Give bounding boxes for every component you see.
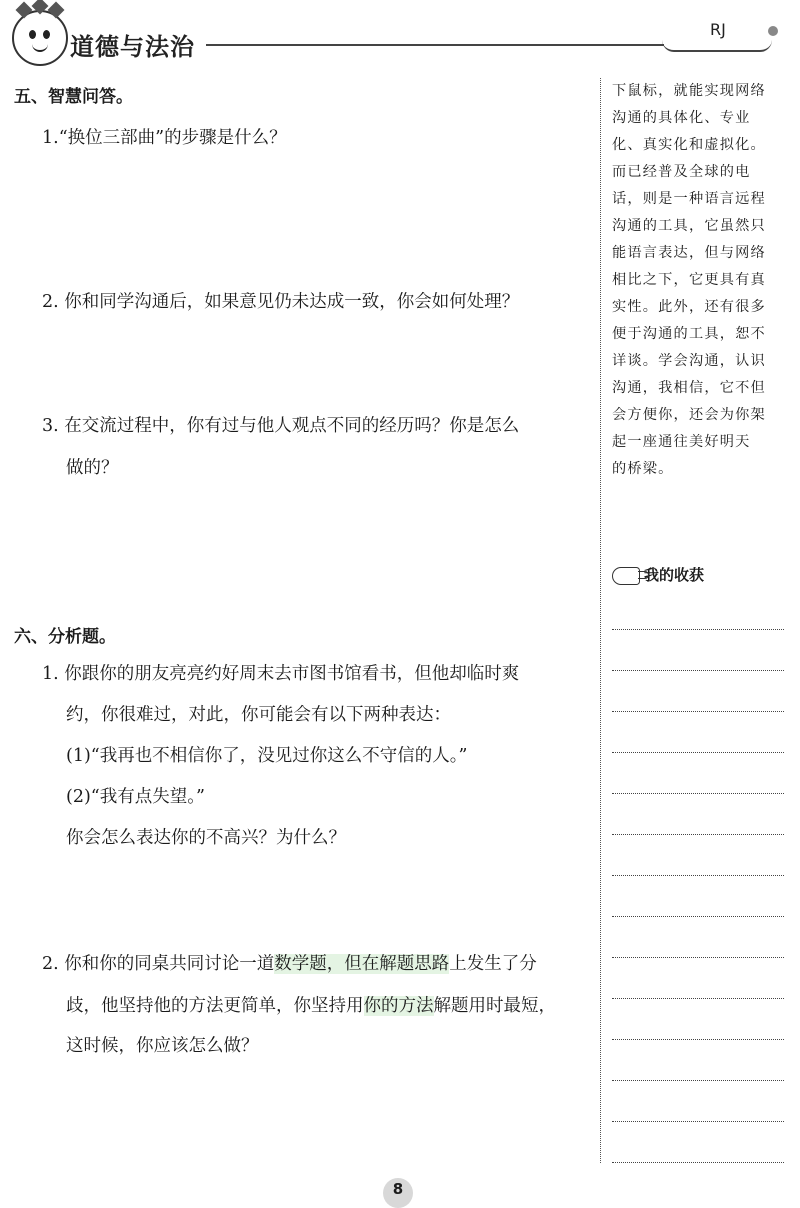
sidebar-line: 实性。此外，还有很多 (612, 299, 766, 315)
sidebar-line: 起一座通往美好明天 (612, 434, 751, 450)
writing-line[interactable] (612, 875, 784, 876)
my-gain-label: 我的收获 (644, 566, 705, 584)
section6-question-1-ask: 你会怎么表达你的不高兴？为什么？ (66, 828, 346, 848)
sidebar-line: 沟通的工具，它虽然只 (612, 218, 766, 234)
writing-line[interactable] (612, 711, 784, 712)
writing-line[interactable] (612, 1080, 784, 1081)
writing-line[interactable] (612, 793, 784, 794)
section5-question-1: 1.“换位三部曲”的步骤是什么？ (42, 128, 287, 148)
writing-line[interactable] (612, 1162, 784, 1163)
writing-line[interactable] (612, 1121, 784, 1122)
page-number: 8 (383, 1178, 413, 1208)
section6-question-2-line2: 歧，他坚持他的方法更简单，你坚持用你的方法解题用时最短， (66, 996, 556, 1016)
section6-title: 六、分析题。 (14, 627, 116, 647)
page-header (0, 0, 800, 70)
sidebar-line: 会方便你，还会为你架 (612, 407, 766, 423)
writing-line[interactable] (612, 670, 784, 671)
edition-code: RJ (710, 20, 726, 39)
mascot-logo-icon (12, 10, 68, 66)
section5-title: 五、智慧问答。 (14, 87, 133, 107)
writing-line[interactable] (612, 1039, 784, 1040)
header-wave (662, 40, 772, 52)
sidebar-line: 相比之下，它更具有真 (612, 272, 766, 288)
writing-line[interactable] (612, 629, 784, 630)
highlight: 数学题，但在解题思路 (274, 954, 450, 974)
writing-line[interactable] (612, 957, 784, 958)
sidebar-line: 化、真实化和虚拟化。 (612, 137, 766, 153)
writing-line[interactable] (612, 916, 784, 917)
section6-question-1-line2: 约，你很难过，对此，你可能会有以下两种表达： (66, 705, 451, 725)
section5-question-3-line1: 3. 在交流过程中，你有过与他人观点不同的经历吗？你是怎么 (42, 416, 520, 436)
my-gain-heading (612, 564, 704, 585)
sidebar-line: 沟通，我相信，它不但 (612, 380, 766, 396)
pointing-hand-icon (612, 567, 640, 585)
section6-option-2: (2)“我有点失望。” (66, 787, 205, 807)
writing-line[interactable] (612, 834, 784, 835)
section6-question-2-line3: 这时候，你应该怎么做？ (66, 1036, 259, 1056)
subject-title: 道德与法治 (70, 33, 195, 61)
header-ornament-icon (768, 26, 778, 36)
header-rule (206, 44, 664, 46)
sidebar-line: 能语言表达，但与网络 (612, 245, 766, 261)
section5-question-2: 2. 你和同学沟通后，如果意见仍未达成一致，你会如何处理？ (42, 292, 520, 312)
sidebar-line: 话，则是一种语言远程 (612, 191, 766, 207)
sidebar-line: 沟通的具体化、专业 (612, 110, 751, 126)
writing-line[interactable] (612, 998, 784, 999)
column-divider (600, 78, 601, 1163)
section6-option-1: (1)“我再也不相信你了，没见过你这么不守信的人。” (66, 746, 468, 766)
sidebar-line: 便于沟通的工具，恕不 (612, 326, 766, 342)
highlight: 你的方法 (363, 996, 434, 1016)
sidebar-line: 而已经普及全球的电 (612, 164, 751, 180)
section5-question-3-line2: 做的？ (66, 458, 119, 478)
section6-question-2-line1: 2. 你和你的同桌共同讨论一道数学题，但在解题思路上发生了分 (42, 954, 537, 974)
writing-line[interactable] (612, 752, 784, 753)
section6-question-1-line1: 1. 你跟你的朋友亮亮约好周末去市图书馆看书，但他却临时爽 (42, 664, 520, 684)
sidebar-line: 详谈。学会沟通，认识 (612, 353, 766, 369)
sidebar-line: 下鼠标，就能实现网络 (612, 83, 766, 99)
sidebar-line: 的桥梁。 (612, 461, 674, 477)
